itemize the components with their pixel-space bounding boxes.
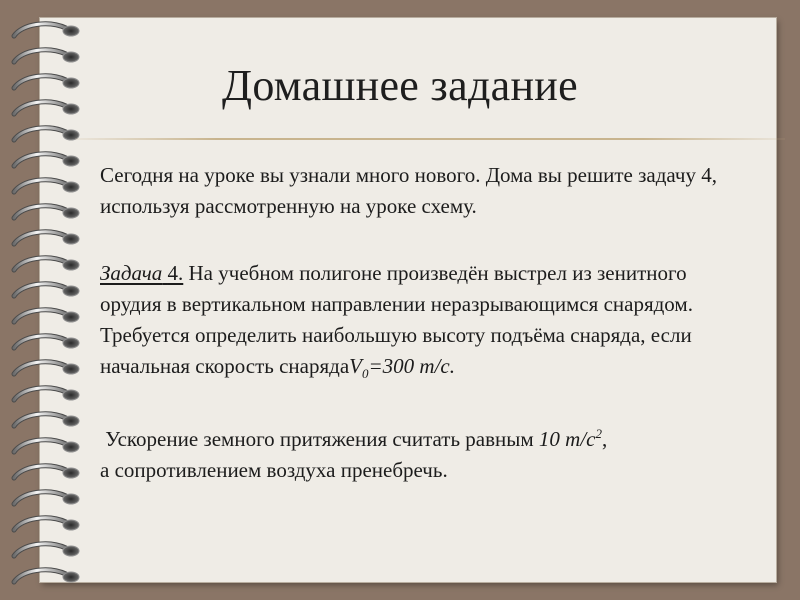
task-paragraph	[100, 258, 750, 382]
intro-paragraph: Сегодня на уроке вы узнали много нового. Дома вы решите задачу 4, используя рассмотренную на уроке схему.	[100, 163, 717, 218]
gravity-paragraph: Ускорение земного притяжения считать равным 10 $т/с^2$, а сопротивлением воздуха пренебречь.	[100, 426, 608, 482]
resistance-text: а сопротивлением воздуха пренебречь.	[100, 458, 448, 482]
task-label: Задача 4.	[100, 261, 184, 285]
title-divider	[75, 138, 785, 140]
gravity-value: 10 $т/с^2$	[538, 426, 602, 451]
task-text: На учебном полигоне произведён выстрел из зенитного орудия в вертикальном направлении неразрывающимся снарядом. Требуется определить наибольшую высоту подъёма снаряда, если начальная скорость снаряда	[100, 261, 693, 378]
page-title: Домашнее задание	[222, 61, 578, 110]
gravity-text: Ускорение земного притяжения считать равным	[105, 427, 539, 451]
velocity-formula: $V_0=300$ т/с.	[349, 354, 455, 382]
